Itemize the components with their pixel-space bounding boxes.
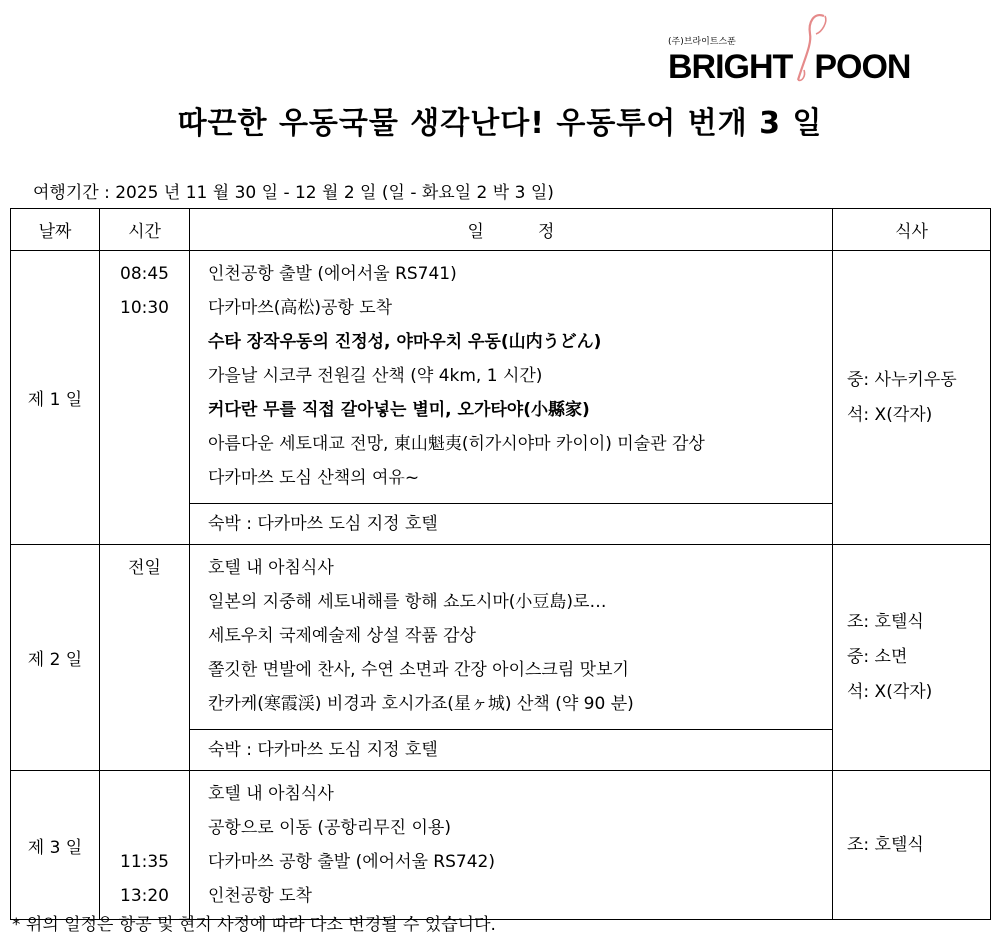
schedule-item: 호텔 내 아침식사 <box>208 558 334 578</box>
time-value: 13:20 <box>120 886 169 906</box>
schedule-item: 칸카케(寒霞渓) 비경과 호시가죠(星ヶ城) 산책 (약 90 분) <box>208 694 634 714</box>
time-value: 11:35 <box>120 852 169 872</box>
logo-company-name: (주)브라이트스푼 <box>668 37 736 47</box>
day-label: 제 1 일 <box>11 251 100 545</box>
header-date: 날짜 <box>11 209 100 251</box>
footnote: * 위의 일정은 항공 및 현지 사정에 따라 다소 변경될 수 있습니다. <box>12 915 496 935</box>
schedule-cell <box>190 251 833 504</box>
time-spacer <box>100 777 189 811</box>
schedule-item: 쫄깃한 면발에 찬사, 수연 소면과 간장 아이스크림 맛보기 <box>208 660 629 680</box>
header-meal: 식사 <box>833 209 991 251</box>
schedule-item: 인천공항 도착 <box>208 886 312 906</box>
schedule-cell <box>190 545 833 730</box>
day-row <box>11 545 991 730</box>
header-schedule: 일 정 <box>190 209 833 251</box>
company-logo <box>668 12 938 84</box>
schedule-cell <box>190 771 833 920</box>
logo-word-right: POON <box>814 48 911 86</box>
schedule-item: 수타 장작우동의 진정성, 야마우치 우동(山内うどん) <box>208 332 602 352</box>
time-value: 08:45 <box>120 264 169 284</box>
meal-cell <box>833 251 991 545</box>
time-cell <box>100 545 190 771</box>
schedule-item: 인천공항 출발 (에어서울 RS741) <box>208 264 457 284</box>
meal-item: 중: 소면 <box>847 647 908 667</box>
schedule-item: 다카마쓰(高松)공항 도착 <box>208 298 393 318</box>
time-spacer <box>100 811 189 845</box>
itinerary-table <box>10 208 991 920</box>
meal-item: 조: 호텔식 <box>847 612 924 632</box>
stay-text: 숙박 : 다카마쓰 도심 지정 호텔 <box>208 740 438 760</box>
stay-cell <box>190 504 833 545</box>
table-header-row <box>11 209 991 251</box>
time-cell <box>100 771 190 920</box>
page-title: 따끈한 우동국물 생각난다! 우동투어 번개 3 일 <box>177 106 823 141</box>
schedule-item: 세토우치 국제예술제 상설 작품 감상 <box>208 626 476 646</box>
travel-period: 여행기간 : 2025 년 11 월 30 일 - 12 월 2 일 (일 - 화요일 2 박 3 일) <box>33 183 554 203</box>
schedule-item: 호텔 내 아침식사 <box>208 784 334 804</box>
meal-item: 석: X(각자) <box>847 682 933 702</box>
schedule-item: 일본의 지중해 세토내해를 항해 쇼도시마(小豆島)로… <box>208 592 607 612</box>
day-label: 제 2 일 <box>11 545 100 771</box>
schedule-item: 아름다운 세토대교 전망, 東山魁夷(히가시야마 카이이) 미술관 감상 <box>208 434 705 454</box>
day-row <box>11 771 991 920</box>
schedule-item: 다카마쓰 공항 출발 (에어서울 RS742) <box>208 852 495 872</box>
meal-item: 조: 호텔식 <box>847 834 924 855</box>
stay-text: 숙박 : 다카마쓰 도심 지정 호텔 <box>208 514 438 534</box>
meal-item: 중: 사누키우동 <box>847 369 957 390</box>
time-value: 10:30 <box>120 298 169 318</box>
logo-wordmark <box>668 48 910 87</box>
meal-item: 석: X(각자) <box>847 404 933 425</box>
day-row <box>11 251 991 504</box>
header-time: 시간 <box>100 209 190 251</box>
day-label: 제 3 일 <box>11 771 100 920</box>
logo-word-left: BRIGHT <box>668 48 793 86</box>
schedule-item: 가을날 시코쿠 전원길 산책 (약 4km, 1 시간) <box>208 366 543 386</box>
time-cell <box>100 251 190 545</box>
stay-cell <box>190 730 833 771</box>
schedule-item: 다카마쓰 도심 산책의 여유~ <box>208 468 420 488</box>
time-value: 전일 <box>128 558 161 578</box>
schedule-item: 공항으로 이동 (공항리무진 이용) <box>208 818 451 838</box>
meal-cell <box>833 545 991 771</box>
meal-cell <box>833 771 991 920</box>
schedule-item: 커다란 무를 직접 갈아넣는 별미, 오가타야(小縣家) <box>208 400 590 420</box>
itinerary-body <box>11 251 991 920</box>
